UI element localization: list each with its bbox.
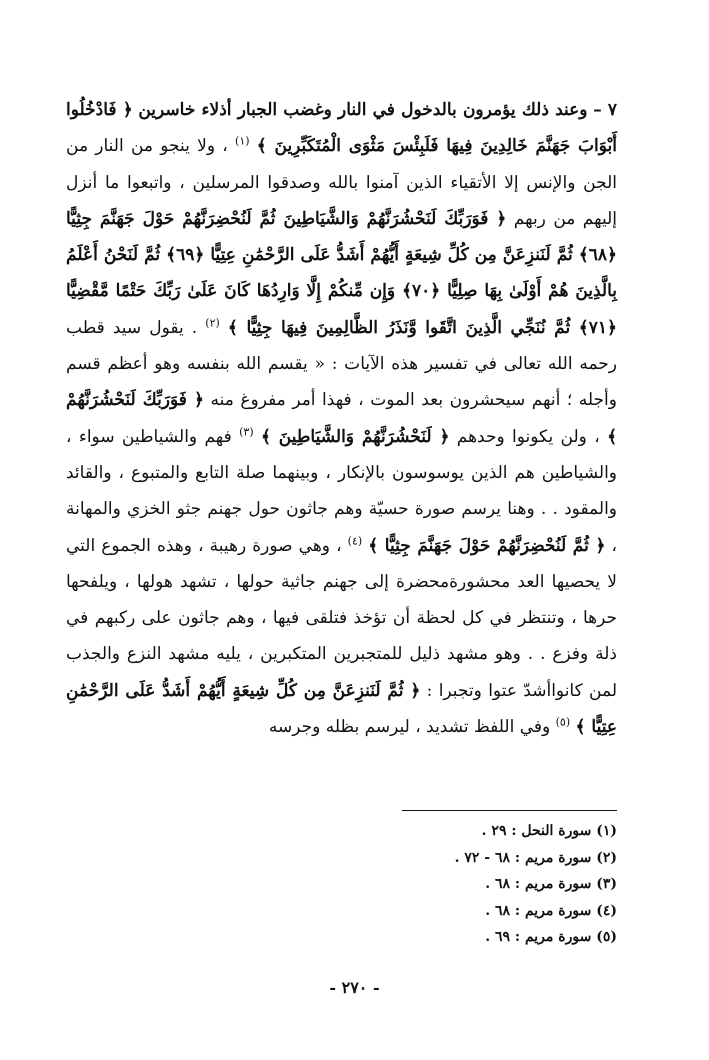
footnote: (١) سورة النحل : ٢٩ . [481, 823, 617, 839]
quran-verse: ﴿ فَوَرَبِّكَ لَنَحْشُرَنَّهُمْ وَالشَّيَاطِينَ ثُمَّ لَنُحْضِرَنَّهُمْ حَوْلَ جَهَنَّمَ جِثِيًّا ﴿٦٨﴾ ثُمَّ لَنَنزِعَنَّ مِن كُلِّ شِيعَةٍ أَيُّهُمْ أَشَدُّ عَلَى الرَّحْمَٰنِ عِتِيًّا ﴿٦٩﴾ ثُمَّ لَنَحْنُ أَعْلَمُ بِالَّذِينَ هُمْ أَوْلَىٰ بِهَا صِلِيًّا ﴿٧٠﴾ وَإِن مِّنكُمْ إِلَّا وَارِدُهَا كَانَ عَلَىٰ رَبِّكَ حَتْمًا مَّقْضِيًّا ﴿٧١﴾ ثُمَّ نُنَجِّي الَّذِينَ اتَّقَوا وَّنَذَرُ الظَّالِمِينَ فِيهَا جِثِيًّا ﴾ [66, 208, 618, 338]
quran-verse: ﴿ فَادْخُلُوا أَبْوَابَ جَهَنَّمَ خَالِدِينَ فِيهَا فَلَبِئْسَ مَثْوَى الْمُتَكَبِّرِينَ ﴾ [66, 100, 618, 157]
body-text: ، ولن يكونوا وحدهم [456, 426, 600, 447]
quran-verse: ﴿ ثُمَّ لَنُحْضِرَنَّهُمْ حَوْلَ جَهَنَّمَ جِثِيًّا ﴾ [368, 535, 606, 556]
footnote-ref: (٥) [555, 715, 571, 729]
footnote: (٣) سورة مريم : ٦٨ . [485, 876, 617, 892]
quran-verse: ﴿ ثُمَّ لَنَنزِعَنَّ مِن كُلِّ شِيعَةٍ أَيُّهُمْ أَشَدُّ عَلَى الرَّحْمَٰنِ عِتِيًّا ﴾ [66, 680, 617, 738]
footnote: (٤) سورة مريم : ٦٨ . [485, 902, 617, 919]
page-number: - ٢٧٠ - [329, 978, 380, 997]
footnote-ref: (٢) [205, 316, 220, 330]
body-paragraph [66, 92, 617, 745]
point-number: ٧ – [593, 100, 618, 120]
body-text: وفي اللفظ تشديد ، ليرسم بظله وجرسه [268, 717, 551, 738]
footnotes [317, 818, 617, 951]
footnote-ref: (٣) [239, 425, 254, 439]
body-text: « يقسم الله بنفسه وهو أعظم قسم وأجله ؛ أنهم سيحشرون بعد الموت ، فهذا أمر مفروغ منه [66, 354, 617, 411]
footnote-divider [402, 810, 617, 811]
footnote: (٥) سورة مريم : ٦٩ . [485, 929, 617, 945]
footnote: (٢) سورة مريم : ٦٨ - ٧٢ . [454, 849, 617, 866]
quran-verse: ﴿ فَوَرَبِّكَ لَنَحْشُرَنَّهُمْ ﴾ [66, 390, 618, 447]
footnote-ref: (٤) [347, 533, 363, 547]
lead-sentence: وعند ذلك يؤمرون بالدخول في النار وغضب الجبار أذلاء خاسرين [138, 100, 588, 120]
body-text: ، ولا ينجو من النار من الجن والإنس إلا الأتقياء الذين آمنوا بالله وصدقوا المرسلين ، واتبعوا ما أنزل إليهم من ربهم [66, 136, 617, 229]
body-text: ، وهي صورة رهيبة ، وهذه الجموع التي لا يحصيها العد محشورةمحضرة إلى جهنم جاثية حولها ، تشهد هولها ، ويلفحها حرها ، وتنتظر في كل لحظة أن تؤخذ فتلقى فيها ، وهم جاثون على ركبهم في ذلة وفزع . . وهو مشهد ذليل للمتجبرين المتكبرين ، يليه مشهد النزع والجذب لمن كانواأشدّ عتوا وتجبرا : [66, 535, 617, 701]
body-text: . يقول سيد قطب رحمه الله تعالى في تفسير هذه الآيات : [66, 317, 617, 375]
quran-verse: ﴿ لَنَحْشُرَنَّهُمْ وَالشَّيَاطِينَ ﴾ [260, 426, 450, 447]
footnote-ref: (١) [235, 134, 250, 148]
body-text: فهم والشياطين سواء ، والشياطين هم الذين يوسوسون بالإنكار ، وبينهما صلة التابع والمتبوع ، والقائد والمقود . . وهنا يرسم صورة حسيّة وهم جاثون حول جهنم جثو الخزي والمهانة ، [66, 426, 617, 556]
